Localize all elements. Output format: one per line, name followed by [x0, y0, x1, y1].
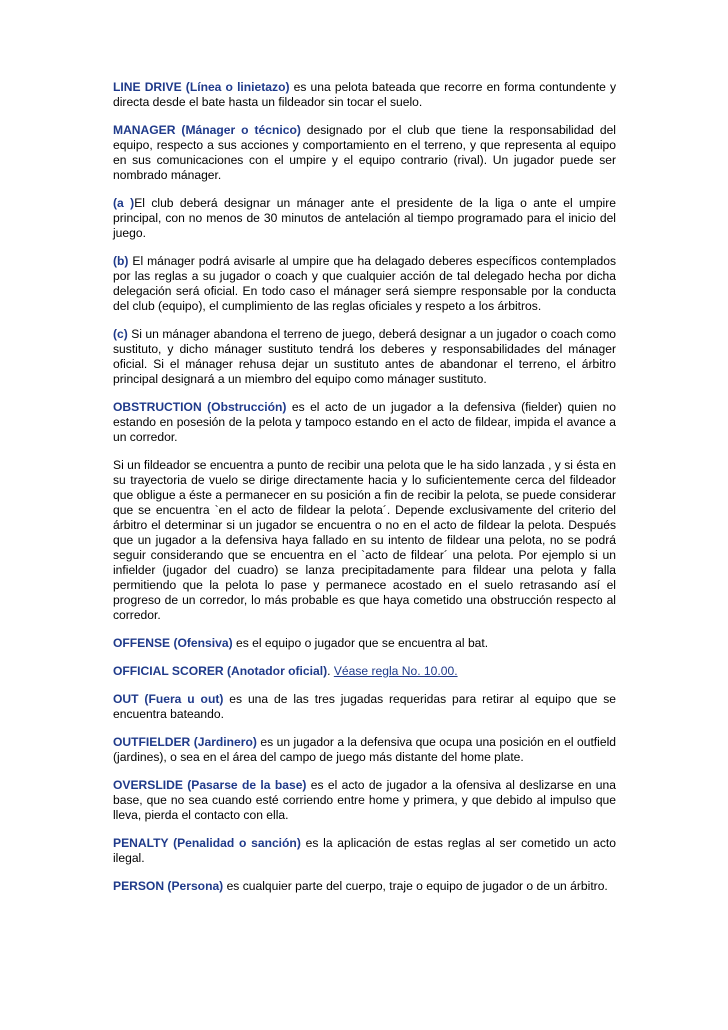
term-label: LINE DRIVE (Línea o linietazo) [113, 80, 290, 94]
definition-text: es cualquier parte del cuerpo, traje o equipo de jugador o de un árbitro. [223, 879, 608, 893]
definition-text: es el equipo o jugador que se encuentra al bat. [232, 636, 489, 650]
definition-offense [113, 636, 616, 651]
clause-label: (c) [113, 327, 128, 341]
term-label: OUTFIELDER (Jardinero) [113, 735, 257, 749]
definition-text: es la aplicación de estas reglas al ser cometido un acto ilegal. [113, 836, 616, 865]
term-label: MANAGER (Mánager o técnico) [113, 123, 301, 137]
definition-text: es el acto de un jugador a la defensiva (fielder) quien no estando en posesión de la pelota y tampoco estando en el acto de fildear, impida el avance a un corredor. [113, 400, 617, 444]
definition-obstruction [113, 400, 616, 445]
clause-text: El club deberá designar un mánager ante el presidente de la liga o ante el umpire principal, con no menos de 30 minutos de antelación al tiempo programado para el inicio del juego. [113, 196, 617, 240]
manager-clause-a [113, 196, 616, 241]
definition-overslide [113, 778, 616, 823]
term-label: OVERSLIDE (Pasarse de la base) [113, 778, 307, 792]
obstruction-explanation [113, 458, 616, 623]
term-label: OFFICIAL SCORER (Anotador oficial) [113, 664, 328, 678]
clause-text: El mánager podrá avisarle al umpire que ha delagado deberes específicos contemplados por las reglas a su jugador o coach y que cualquier acción de tal delegado hecha por dicha delegación será oficial. En todo caso el mánager será siempre responsable por la conducta del club (equipo), el cumplimiento de las reglas oficiales y respeto a los árbitros. [113, 254, 616, 313]
definition-person [113, 879, 616, 894]
definition-text: es el acto de jugador a la ofensiva al deslizarse en una base, que no sea cuando esté corriendo entre home y primera, y que debido al impulso que lleva, pierda el contacto con ella. [113, 778, 616, 822]
explanation-text: Si un fildeador se encuentra a punto de recibir una pelota que le ha sido lanzada , y si ésta en su trayectoria de vuelo se dirige directamente hacia y lo suficientemente cerca del fildeador que obligue a éste a permanecer en su posición a fin de recibir la pelota, se puede considerar que se encuentra `en el acto de fildear la pelota´. Depende exclusivamente del criterio del árbitro el determinar si un jugador se encuentra o no en el acto de fildear la pelota. Después que un jugador a la defensiva haya fallado en su intento de fildear una pelota, no se podrá seguir considerando que se encuentra en el `acto de fildear´ una pelota. Por ejemplo si un infielder (jugador del cuadro) se lanza precipitadamente para fildear una pelota y falla permitiendo que la pelota lo pase y permanece acostado en el suelo retrasando así el progreso de un corredor, lo más probable es que haya cometido una obstrucción respecto al corredor. [113, 458, 616, 622]
definition-text: es una pelota bateada que recorre en forma contundente y directa desde el bate hasta un fildeador sin tocar el suelo. [113, 80, 616, 109]
definition-line-drive [113, 80, 616, 110]
manager-clause-b [113, 254, 616, 314]
term-label: PERSON (Persona) [113, 879, 224, 893]
term-label: PENALTY (Penalidad o sanción) [113, 836, 301, 850]
term-label: OBSTRUCTION (Obstrucción) [113, 400, 287, 414]
definition-manager [113, 123, 616, 183]
definition-text: es una de las tres jugadas requeridas para retirar al equipo que se encuentra bateando. [113, 692, 616, 721]
manager-clause-c [113, 327, 616, 387]
definition-official-scorer [113, 664, 616, 679]
clause-text: Si un mánager abandona el terreno de juego, deberá designar a un jugador o coach como sustituto, y dicho mánager sustituto tendrá los deberes y responsabilidades del mánager oficial. Si el mánager rehusa dejar un sustituto antes de abandonar el terreno, el árbitro principal designará a un miembro del equipo como mánager sustituto. [113, 327, 616, 386]
document-page [113, 80, 616, 907]
definition-penalty [113, 836, 616, 866]
clause-label: (b) [113, 254, 129, 268]
term-label: OFFENSE (Ofensiva) [113, 636, 233, 650]
rule-reference-link[interactable]: Véase regla No. 10.00. [333, 664, 458, 678]
definition-text: designado por el club que tiene la responsabilidad del equipo, respecto a sus acciones y comportamiento en el terreno, y que representa al equipo en sus comunicaciones con el umpire y el equipo contrario (rival). Un jugador puede ser nombrado mánager. [113, 123, 616, 182]
definition-out [113, 692, 616, 722]
clause-label: (a ) [113, 196, 135, 210]
definition-text: es un jugador a la defensiva que ocupa una posición en el outfield (jardines), o sea en el área del campo de juego más distante del home plate. [113, 735, 616, 764]
term-label: OUT (Fuera u out) [113, 692, 224, 706]
definition-outfielder [113, 735, 616, 765]
definition-text: . [327, 664, 334, 678]
